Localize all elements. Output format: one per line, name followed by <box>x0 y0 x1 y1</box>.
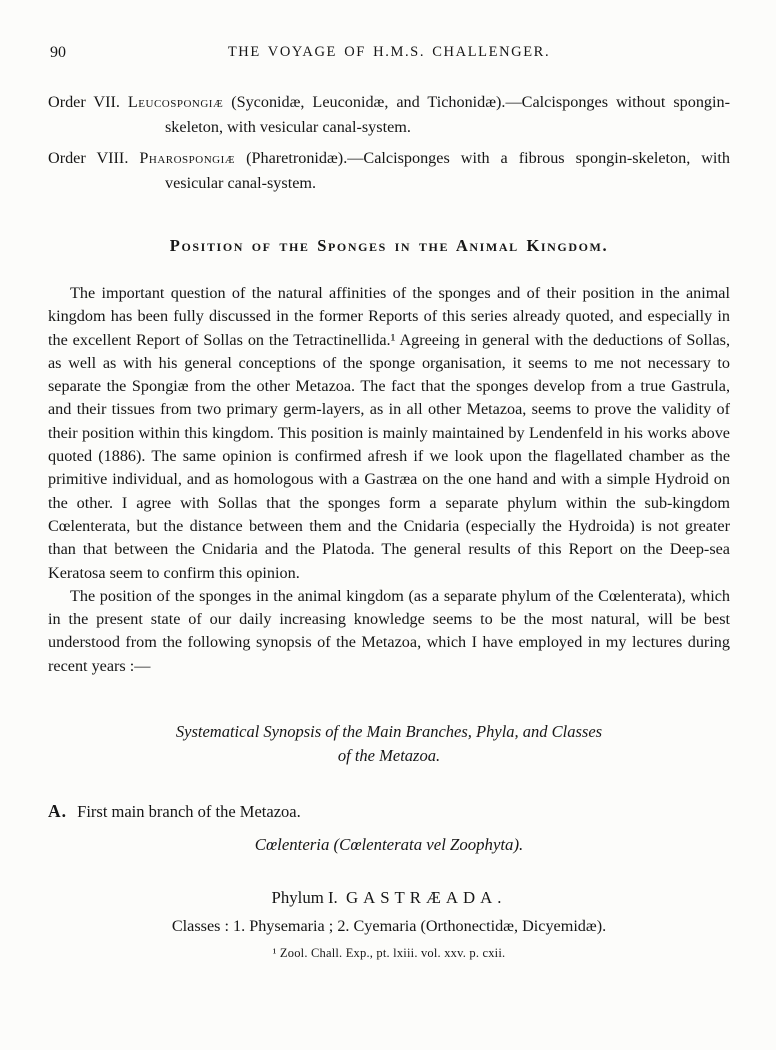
phylum-line <box>48 886 730 910</box>
order-entry-vii <box>48 90 730 140</box>
paragraph: The position of the sponges in the animal kingdom (as a separate phylum of the Cœlenterata), which in the present state of our daily increasing knowledge seems to be the most natural, will be best understood from the following synopsis of the Metazoa, which I have employed in my lectures during recent years :— <box>48 586 730 675</box>
branch-a-line <box>48 800 730 823</box>
branch-text: First main branch of the Metazoa. <box>77 802 301 822</box>
phylum-prefix: Phylum I. <box>271 888 338 908</box>
order-label: Order VIII. <box>48 149 129 167</box>
order-entry-viii <box>48 146 730 196</box>
order-description: (Pharetronidæ).—Calcisponges with a fibrous spongin-skeleton, with vesicular canal-system. <box>165 149 731 192</box>
synopsis-heading-line2: of the Metazoa. <box>337 746 441 766</box>
running-title: THE VOYAGE OF H.M.S. CHALLENGER. <box>227 44 551 60</box>
page-header <box>48 44 730 64</box>
order-name: Pharospongiæ <box>139 149 236 167</box>
classes-line: Classes : 1. Physemaria ; 2. Cyemaria (Orthonectidæ, Dicyemidæ). <box>171 917 607 936</box>
paragraph: The important question of the natural affinities of the sponges and of their position in the animal kingdom has been fully discussed in the former Reports of this series already quoted, and especially in the excellent Report of Sollas on the Tetractinellida.¹ Agreeing in general with the deductions of Sollas, as well as with his general conceptions of the sponge organisation, it seems to me not necessary to separate the Spongiæ from the other Metazoa. The fact that the sponges develop from a true Gastrula, and their tissues from two primary germ-layers, as in all other Metazoa, seems to prove the validity of their position within this kingdom. This position is mainly maintained by Lendenfeld in his works above quoted (1886). The same opinion is confirmed afresh if we look upon the flagellated chamber as the primitive individual, and as homologous with a Gastræa on the one hand and with a simple Hydroid on the other. I agree with Sollas that the sponges form a separate phylum within the sub-kingdom Cœlenterata, but the distance between them and the Cnidaria (especially the Hydroida) is not greater than that between the Cnidaria and the Platoda. The general results of this Report on the Deep-sea Keratosa seem to confirm this opinion. <box>48 284 730 582</box>
synopsis-heading <box>48 720 730 768</box>
synopsis-heading-line1: Systematical Synopsis of the Main Branches, Phyla, and Classes <box>175 722 603 742</box>
coelenteria-line: Cœlenteria (Cœlenterata vel Zoophyta). <box>254 835 524 855</box>
order-label: Order VII. <box>48 93 120 111</box>
order-name: Leucospongiæ <box>127 93 224 111</box>
section-heading: Position of the Sponges in the Animal Kingdom. <box>169 236 609 255</box>
branch-letter: A. <box>48 801 68 822</box>
phylum-name: GASTRÆADA. <box>345 888 507 908</box>
footnote: ¹ Zool. Chall. Exp., pt. lxiii. vol. xxv. p. cxii. <box>272 946 506 961</box>
order-description: (Syconidæ, Leuconidæ, and Tichonidæ).—Calcisponges without spongin-skeleton, with vesicular canal-system. <box>165 93 731 136</box>
page-number: 90 <box>50 44 66 61</box>
